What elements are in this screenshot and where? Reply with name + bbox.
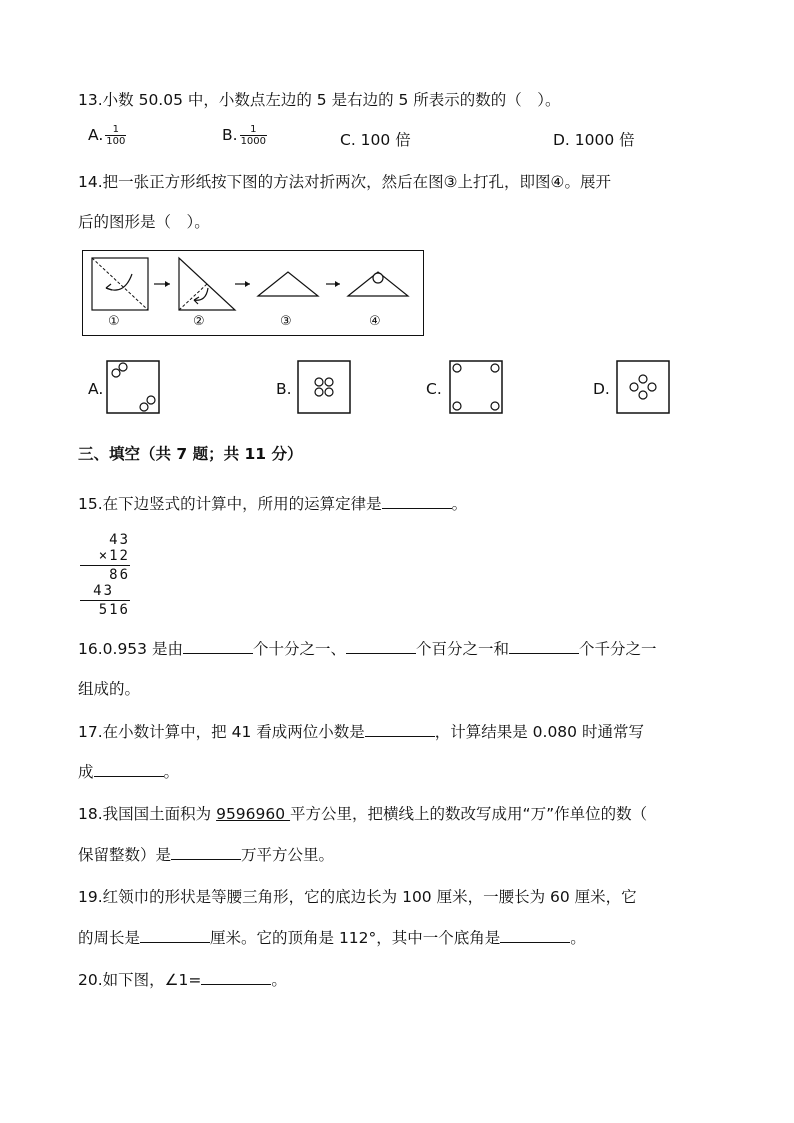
q18-line1	[78, 802, 647, 824]
frac-denominator: 100	[106, 136, 126, 147]
q14-stem-line2: 后的图形是（ ）。	[78, 213, 210, 231]
step3-triangle	[258, 272, 318, 296]
q13-option-d: D. 1000 倍	[553, 131, 635, 149]
step2-fold-line	[179, 284, 207, 310]
step1-curve-arrow	[106, 274, 132, 290]
q17-text-2: ，计算结果是 0.080 时通常写	[434, 723, 644, 741]
q17-text-1: 17.在小数计算中，把 41 看成两位小数是	[78, 723, 365, 741]
q19-text-1: 的周长是	[78, 929, 141, 947]
q20-line	[78, 968, 287, 990]
calc-row-multiplier: ×12	[98, 548, 130, 564]
q14-stem-line1: 14.把一张正方形纸按下图的方法对折两次，然后在图③上打孔，即图④。展开	[78, 173, 611, 191]
frac-denominator: 1000	[240, 136, 267, 147]
q19-blank-1[interactable]	[140, 928, 210, 943]
q17-blank-1[interactable]	[365, 722, 435, 737]
q17-text-3: 成	[78, 763, 94, 781]
q14-option-d-label: D.	[593, 380, 610, 398]
q18-text-2: 平方公里，把横线上的数改写成用“万”作单位的数（	[290, 805, 648, 823]
q14-option-d-figure	[616, 360, 672, 416]
q19-line2	[78, 926, 586, 948]
section-3-title: 三、填空（共 7 题；共 11 分）	[78, 445, 303, 463]
q14-option-a-figure	[106, 360, 162, 416]
q17-blank-2[interactable]	[94, 762, 164, 777]
q13-option-b	[222, 124, 267, 147]
q18-text-4: 万平方公里。	[241, 846, 335, 864]
q19-text-3: 。	[570, 929, 586, 947]
q16-line1	[78, 637, 657, 659]
q14-option-c-figure	[449, 360, 505, 416]
calc-row-product: 516	[98, 602, 130, 618]
q16-blank-1[interactable]	[183, 639, 253, 654]
q18-text-1: 18.我国国土面积为	[78, 805, 217, 823]
q18-blank[interactable]	[171, 845, 241, 860]
q13-option-b-letter: B.	[222, 126, 238, 144]
q15-answer-blank[interactable]	[382, 494, 452, 509]
q17-line2	[78, 760, 179, 782]
q16-line2: 组成的。	[78, 680, 141, 698]
q14-option-a-label: A.	[88, 380, 104, 398]
calc-rule	[80, 565, 130, 566]
vertical-multiplication	[80, 532, 130, 618]
q14-option-c-label: C.	[426, 380, 442, 398]
q17-line1	[78, 720, 644, 742]
arrow-1-head	[165, 281, 170, 287]
q13-option-a-fraction	[105, 124, 126, 147]
calc-rule	[80, 600, 130, 601]
q15-stem-end: 。	[451, 495, 468, 513]
q14-option-b-figure	[297, 360, 353, 416]
frac-numerator: 1	[240, 124, 267, 136]
q16-text-2: 个十分之一、	[252, 640, 346, 658]
q13-option-a	[88, 124, 126, 147]
q18-underlined-number: 9596960	[216, 805, 291, 823]
fig-label-3: ③	[280, 314, 292, 329]
calc-row-multiplicand: 43	[109, 532, 130, 548]
step1-fold-line	[92, 258, 148, 310]
fig-label-4: ④	[369, 314, 381, 329]
q16-text-1: 16.0.953 是由	[78, 640, 183, 658]
step4-hole	[373, 273, 383, 283]
arrow-3-head	[335, 281, 340, 287]
q16-text-3: 个百分之一和	[415, 640, 509, 658]
q15-stem	[78, 492, 467, 514]
q17-text-4: 。	[163, 763, 180, 781]
q14-option-b-label: B.	[276, 380, 292, 398]
q19-line1: 19.红领巾的形状是等腰三角形，它的底边长为 100 厘米，一腰长为 60 厘米，它	[78, 888, 637, 906]
q15-stem-text: 15.在下边竖式的计算中，所用的运算定律是	[78, 495, 382, 513]
q19-blank-2[interactable]	[500, 928, 570, 943]
q20-text-1: 20.如下图，∠1=	[78, 971, 202, 989]
q16-text-4: 个千分之一	[578, 640, 657, 658]
q18-text-3: 保留整数）是	[78, 846, 172, 864]
q18-line2	[78, 843, 334, 865]
q16-blank-2[interactable]	[346, 639, 416, 654]
frac-numerator: 1	[105, 124, 126, 136]
fig-label-2: ②	[193, 314, 205, 329]
q13-option-b-fraction	[240, 124, 267, 147]
q13-option-a-letter: A.	[88, 126, 104, 144]
q13-option-c: C. 100 倍	[340, 131, 411, 149]
q20-blank[interactable]	[201, 970, 271, 985]
q20-text-2: 。	[271, 971, 287, 989]
calc-row-partial2: 43	[93, 583, 114, 599]
arrow-2-head	[245, 281, 250, 287]
step1-arrowhead	[106, 284, 112, 290]
q16-blank-3[interactable]	[509, 639, 579, 654]
q19-text-2: 厘米。它的顶角是 112°，其中一个底角是	[210, 929, 501, 947]
fig-label-1: ①	[108, 314, 120, 329]
calc-row-partial1: 86	[109, 567, 130, 583]
q13-stem: 13.小数 50.05 中，小数点左边的 5 是右边的 5 所表示的数的（ ）。	[78, 91, 561, 109]
